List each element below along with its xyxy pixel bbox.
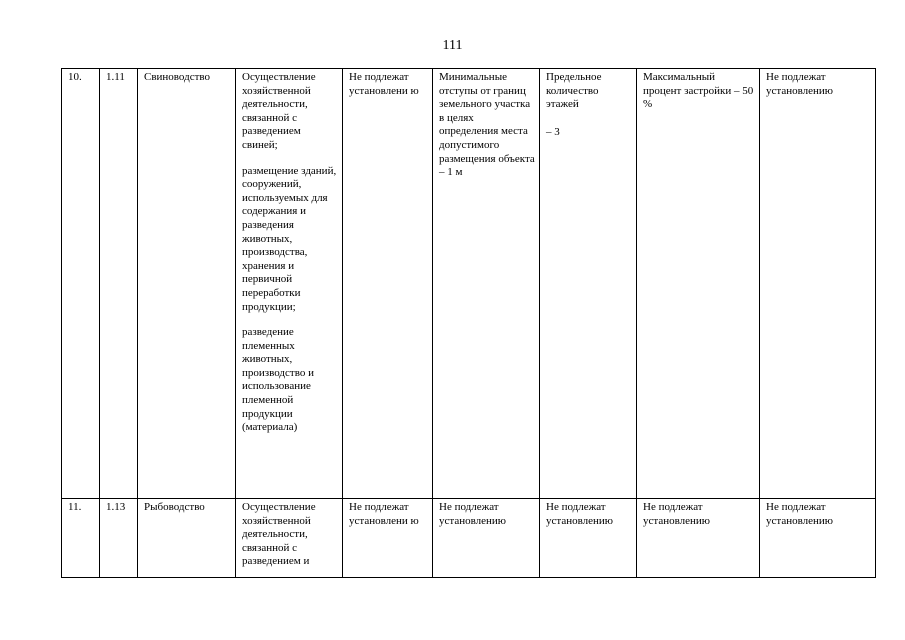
use-name-cell: Рыбоводство xyxy=(138,499,236,578)
code-cell: 1.13 xyxy=(100,499,138,578)
row-number-cell: 11. xyxy=(62,499,100,578)
setbacks-cell: Не подлежат установлению xyxy=(433,499,540,578)
description-paragraph: размещение зданий, сооружений, используемых для содержания и разведения животных, производства, хранения и первичной переработки продукции; xyxy=(242,164,337,313)
min-area-cell: Не подлежат установлени ю xyxy=(343,499,433,578)
setbacks-cell: Минимальные отступы от границ земельного участка в целях определения места допустимого размещения объекта – 1 м xyxy=(433,69,540,499)
other-params-cell: Не подлежат установлению xyxy=(760,499,876,578)
table-row xyxy=(62,499,876,578)
min-area-cell: Не подлежат установлени ю xyxy=(343,69,433,499)
coverage-cell: Максимальный процент застройки – 50 % xyxy=(637,69,760,499)
regulations-table xyxy=(61,68,876,578)
description-cell xyxy=(236,69,343,499)
page-number: 111 xyxy=(442,38,463,53)
floors-value: – 3 xyxy=(546,125,560,138)
description-cell xyxy=(236,499,343,578)
floors-cell: Не подлежат установлению xyxy=(540,499,637,578)
code-cell: 1.11 xyxy=(100,69,138,499)
use-name-cell: Свиноводство xyxy=(138,69,236,499)
coverage-cell: Не подлежат установлению xyxy=(637,499,760,578)
other-params-cell: Не подлежат установлению xyxy=(760,69,876,499)
description-paragraph: Осуществление хозяйственной деятельности, связанной с разведением и xyxy=(242,501,316,568)
description-paragraph: разведение племенных животных, производство и использование племенной продукции (материала) xyxy=(242,326,314,434)
floors-label: Предельное количество этажей xyxy=(546,71,602,111)
row-number-cell: 10. xyxy=(62,69,100,499)
description-paragraph: Осуществление хозяйственной деятельности, связанной с разведением свиней; xyxy=(242,71,316,151)
table-row xyxy=(62,69,876,499)
floors-cell xyxy=(540,69,637,499)
